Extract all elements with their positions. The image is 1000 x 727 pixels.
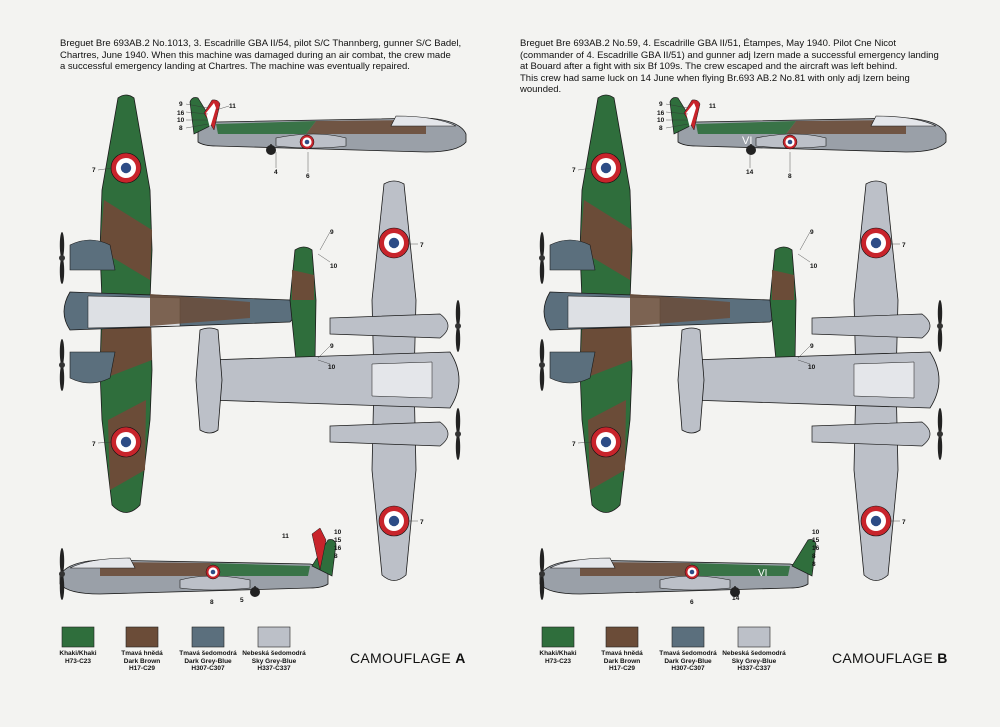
swatch-label-khaki: Khaki/Khaki H73-C23 <box>539 650 577 665</box>
callout-label: 10 <box>334 529 342 536</box>
callout-label: 11 <box>709 103 716 110</box>
callout-label: 14 <box>732 595 740 602</box>
color-swatch-dark-grey-blue <box>672 627 704 647</box>
callout-label: 10 <box>328 364 336 371</box>
callout-label: 7 <box>420 242 424 249</box>
camouflage-title-prefix: CAMOUFLAGE <box>832 650 934 666</box>
planform-camouflaged-b <box>539 95 796 513</box>
caption-camouflage-a: Breguet Bre 693AB.2 No.1013, 3. Escadrille GBA II/54, pilot S/C Thannberg, gunner S/C Badel, Chartres, June 1940. When this machine was damaged during an air combat, the crew made a successful emergency landing at Chartres. The machine was eventually repaired. <box>60 38 462 72</box>
callout-label: 11 <box>282 533 289 540</box>
callout-label: 9 <box>330 229 334 236</box>
swatch-label-dark-brown: Tmavá hnědá Dark Brown H17-C29 <box>121 650 163 673</box>
callout-label: 11 <box>229 103 236 110</box>
camouflage-title-letter: A <box>455 650 466 666</box>
side-view-bottom-a <box>59 528 336 600</box>
swatch-row-a <box>62 627 290 647</box>
caption-camouflage-b: Breguet Bre 693AB.2 No.59, 4. Escadrille GBA II/51, Étampes, May 1940. Pilot Cne Nicot (commander of 4. Escadrille GBA II/51) and gunner adj Izern made a successful emergency landing at Bouard after a fight with six Bf 109s. The crew escaped and the aircraft was left behind. This crew had same luck on 14 June when flying Br.693 AB.2 No.81 with only adj Izern being wounded. <box>520 38 939 95</box>
callout-label: 14 <box>746 169 754 176</box>
callout-label: 6 <box>690 599 694 606</box>
callout-label: 7 <box>420 519 424 526</box>
callout-label: 8 <box>788 173 792 180</box>
callout-label: 4 <box>274 169 278 176</box>
callout-label: 10 <box>812 529 820 536</box>
callout-label: 15 <box>812 537 820 544</box>
callout-label: 8 <box>179 125 183 132</box>
camouflage-title-letter: B <box>937 650 948 666</box>
callout-label: 16 <box>657 110 665 117</box>
callout-label: 8 <box>334 553 338 560</box>
callout-label: 7 <box>92 167 96 174</box>
color-swatch-khaki <box>62 627 94 647</box>
callout-label: 16 <box>812 545 820 552</box>
fuselage-code-b: VI <box>742 135 753 147</box>
callout-label: 8 <box>812 561 816 568</box>
camouflage-title-a <box>350 650 466 666</box>
callout-label: 6 <box>306 173 310 180</box>
side-view-bottom-b <box>539 540 816 601</box>
swatch-label-dark-grey-blue: Tmavá šedomodrá Dark Grey-Blue H307-C307 <box>179 650 237 673</box>
callout-label: 7 <box>902 242 906 249</box>
callout-label: 9 <box>330 343 334 350</box>
swatch-label-dark-grey-blue: Tmavá šedomodrá Dark Grey-Blue H307-C307 <box>659 650 717 673</box>
callout-label: 8 <box>812 553 816 560</box>
swatch-label-khaki: Khaki/Khaki H73-C23 <box>59 650 97 665</box>
callout-label: 7 <box>572 167 576 174</box>
color-swatch-dark-brown <box>606 627 638 647</box>
callout-label: 10 <box>330 263 338 270</box>
callout-label: 16 <box>334 545 342 552</box>
color-swatch-dark-brown <box>126 627 158 647</box>
callout-label: 9 <box>659 101 663 108</box>
swatch-label-sky-grey-blue: Nebeská šedomodrá Sky Grey-Blue H337-C337 <box>242 650 306 673</box>
callout-label: 10 <box>177 117 185 124</box>
callout-label: 5 <box>240 597 244 604</box>
callout-label: 10 <box>808 364 816 371</box>
callout-label: 9 <box>179 101 183 108</box>
color-swatch-khaki <box>542 627 574 647</box>
swatch-row-b <box>542 627 770 647</box>
camouflage-title-prefix: CAMOUFLAGE <box>350 650 452 666</box>
callout-label: 8 <box>659 125 663 132</box>
color-swatch-sky-grey-blue <box>258 627 290 647</box>
callout-label: 16 <box>177 110 185 117</box>
swatch-label-dark-brown: Tmavá hnědá Dark Brown H17-C29 <box>601 650 643 673</box>
callout-label: 9 <box>810 343 814 350</box>
callout-label: 7 <box>902 519 906 526</box>
callout-label: 7 <box>92 441 96 448</box>
callout-label: 7 <box>572 441 576 448</box>
callout-label: 8 <box>210 599 214 606</box>
color-swatch-sky-grey-blue <box>738 627 770 647</box>
color-swatch-dark-grey-blue <box>192 627 224 647</box>
camouflage-title-b <box>832 650 948 666</box>
callout-label: 9 <box>810 229 814 236</box>
callout-label: 10 <box>810 263 818 270</box>
callout-label: 15 <box>334 537 342 544</box>
swatch-label-sky-grey-blue: Nebeská šedomodrá Sky Grey-Blue H337-C337 <box>722 650 786 673</box>
callout-label: 10 <box>657 117 665 124</box>
fuselage-code-b-lower: VI <box>758 568 768 579</box>
planform-camouflaged-a <box>59 95 316 513</box>
